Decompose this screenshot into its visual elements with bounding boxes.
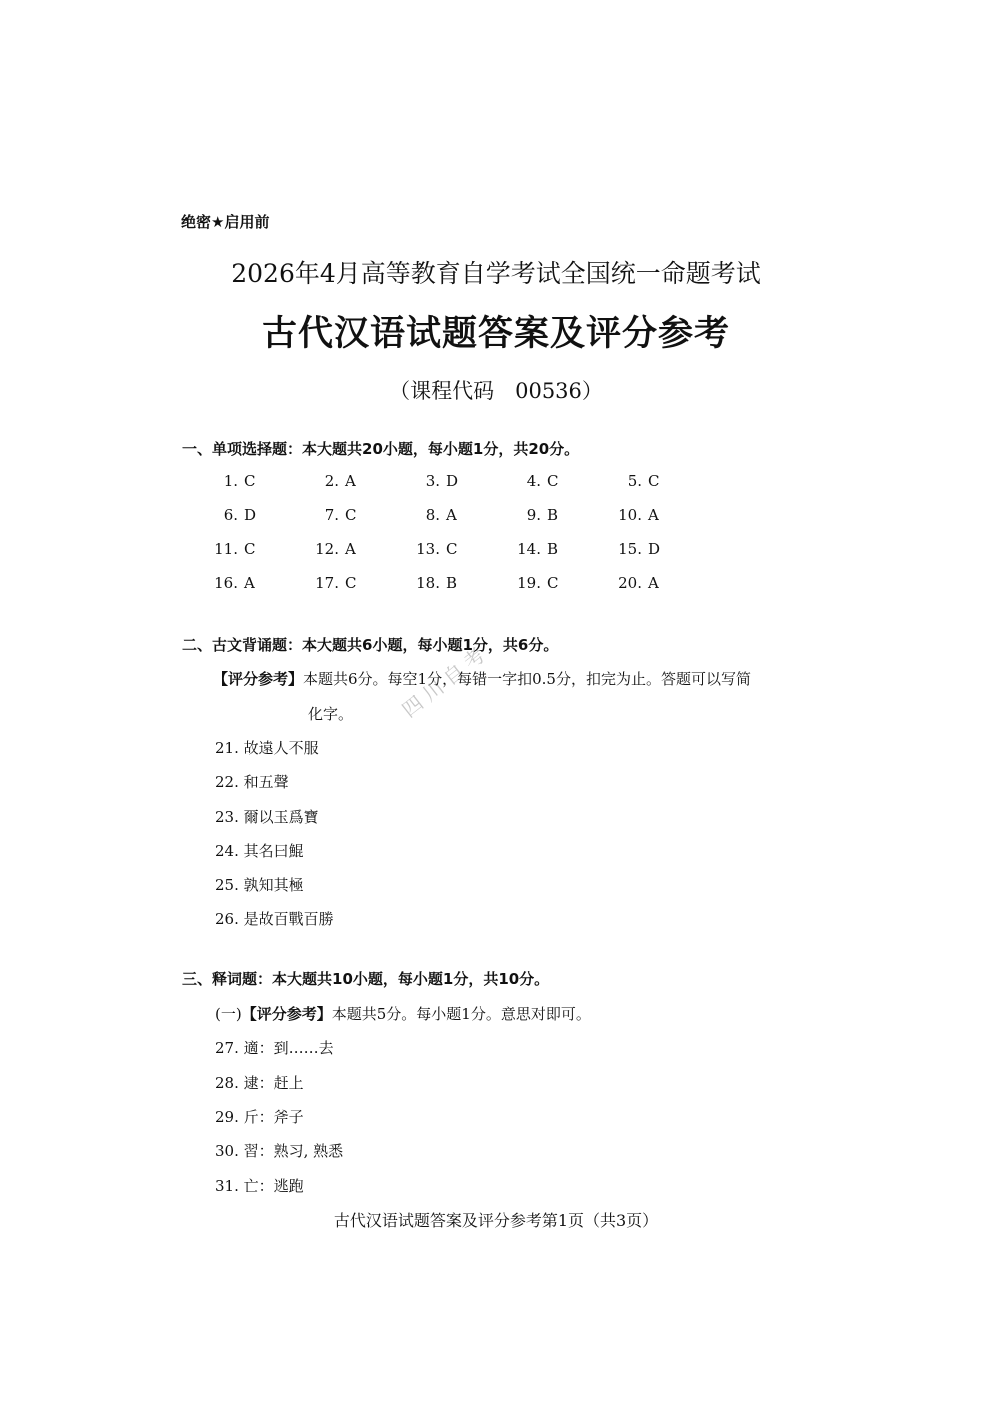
answer-item bbox=[402, 540, 482, 558]
note-text: 本题共6分。每空1分，每错一字扣0.5分，扣完为止。答题可以写简 bbox=[303, 670, 751, 688]
answer-letter: B bbox=[547, 506, 559, 524]
answer-item bbox=[503, 540, 583, 558]
list-item: 26. 是故百戰百勝 bbox=[215, 910, 334, 928]
note-text: 本题共5分。每小题1分。意思对即可。 bbox=[331, 1005, 591, 1023]
answer-number: 17. bbox=[315, 574, 339, 592]
answer-number: 15. bbox=[618, 540, 642, 558]
answer-item bbox=[200, 574, 280, 592]
answer-item bbox=[301, 472, 381, 490]
answer-item bbox=[503, 472, 583, 490]
list-item: 21. 故遠人不服 bbox=[215, 739, 319, 757]
list-item: 23. 爾以玉爲寶 bbox=[215, 808, 319, 826]
answer-letter: C bbox=[648, 472, 660, 490]
answer-number: 20. bbox=[618, 574, 642, 592]
list-item: 27. 適：到……去 bbox=[215, 1039, 334, 1057]
note-prefix: (一) bbox=[215, 1005, 242, 1023]
answer-item bbox=[503, 574, 583, 592]
section1-heading: 一、单项选择题：本大题共20小题，每小题1分，共20分。 bbox=[182, 440, 580, 458]
list-item: 22. 和五聲 bbox=[215, 773, 289, 791]
answer-letter: C bbox=[244, 540, 256, 558]
answer-item bbox=[604, 540, 684, 558]
answer-letter: D bbox=[244, 506, 257, 524]
answer-letter: A bbox=[648, 506, 659, 524]
exam-subtitle: 2026年4月高等教育自学考试全国统一命题考试 bbox=[231, 259, 761, 288]
section3-note bbox=[215, 1003, 591, 1024]
answer-letter: C bbox=[547, 574, 559, 592]
section2-note bbox=[213, 668, 751, 689]
section2-note-continued: 化字。 bbox=[308, 705, 354, 723]
answer-item bbox=[604, 506, 684, 524]
answer-number: 14. bbox=[517, 540, 541, 558]
answer-item bbox=[402, 472, 482, 490]
answer-item bbox=[503, 506, 583, 524]
list-item: 30. 習：熟习, 熟悉 bbox=[215, 1142, 344, 1160]
answer-item bbox=[200, 540, 280, 558]
answer-item bbox=[200, 506, 280, 524]
answer-number: 8. bbox=[425, 506, 440, 524]
section3-heading: 三、释词题：本大题共10小题，每小题1分，共10分。 bbox=[182, 970, 550, 988]
list-item: 31. 亡：逃跑 bbox=[215, 1177, 304, 1195]
answer-item bbox=[402, 506, 482, 524]
answer-item bbox=[402, 574, 482, 592]
list-item: 25. 孰知其極 bbox=[215, 876, 304, 894]
answer-number: 11. bbox=[214, 540, 238, 558]
list-item: 24. 其名曰鯤 bbox=[215, 842, 304, 860]
answer-item bbox=[301, 506, 381, 524]
watermark-text: 四川自考 bbox=[397, 639, 495, 723]
answer-number: 16. bbox=[214, 574, 238, 592]
answer-number: 6. bbox=[223, 506, 238, 524]
answer-number: 13. bbox=[416, 540, 440, 558]
page-title: 古代汉语试题答案及评分参考 bbox=[261, 314, 730, 354]
answer-number: 3. bbox=[425, 472, 440, 490]
answer-letter: A bbox=[244, 574, 255, 592]
answer-letter: C bbox=[244, 472, 256, 490]
answer-number: 9. bbox=[526, 506, 541, 524]
list-item: 28. 逮：赶上 bbox=[215, 1074, 304, 1092]
answer-letter: D bbox=[446, 472, 459, 490]
answer-number: 19. bbox=[517, 574, 541, 592]
answer-item bbox=[200, 472, 280, 490]
answer-item bbox=[301, 540, 381, 558]
course-code: （课程代码 00536） bbox=[389, 379, 603, 403]
list-item: 29. 斤：斧子 bbox=[215, 1108, 304, 1126]
answer-letter: D bbox=[648, 540, 661, 558]
answer-number: 12. bbox=[315, 540, 339, 558]
answer-number: 2. bbox=[324, 472, 339, 490]
answer-number: 10. bbox=[618, 506, 642, 524]
answer-letter: A bbox=[446, 506, 457, 524]
answer-letter: A bbox=[345, 540, 356, 558]
answer-number: 5. bbox=[627, 472, 642, 490]
note-tag: 【评分参考】 bbox=[241, 1005, 332, 1023]
answer-letter: A bbox=[648, 574, 659, 592]
answer-letter: C bbox=[345, 574, 357, 592]
answer-item bbox=[604, 574, 684, 592]
answer-letter: C bbox=[345, 506, 357, 524]
answer-letter: C bbox=[446, 540, 458, 558]
answer-letter: A bbox=[345, 472, 356, 490]
answer-number: 4. bbox=[526, 472, 541, 490]
answer-letter: B bbox=[547, 540, 559, 558]
answer-item bbox=[301, 574, 381, 592]
confidential-label: 绝密★启用前 bbox=[181, 213, 270, 231]
answer-item bbox=[604, 472, 684, 490]
answer-number: 18. bbox=[416, 574, 440, 592]
page-footer: 古代汉语试题答案及评分参考第1页（共3页） bbox=[333, 1211, 659, 1230]
note-tag: 【评分参考】 bbox=[213, 670, 304, 688]
answer-letter: B bbox=[446, 574, 458, 592]
section2-heading: 二、古文背诵题：本大题共6小题，每小题1分，共6分。 bbox=[182, 636, 559, 654]
answer-number: 7. bbox=[324, 506, 339, 524]
answer-number: 1. bbox=[223, 472, 238, 490]
answer-letter: C bbox=[547, 472, 559, 490]
